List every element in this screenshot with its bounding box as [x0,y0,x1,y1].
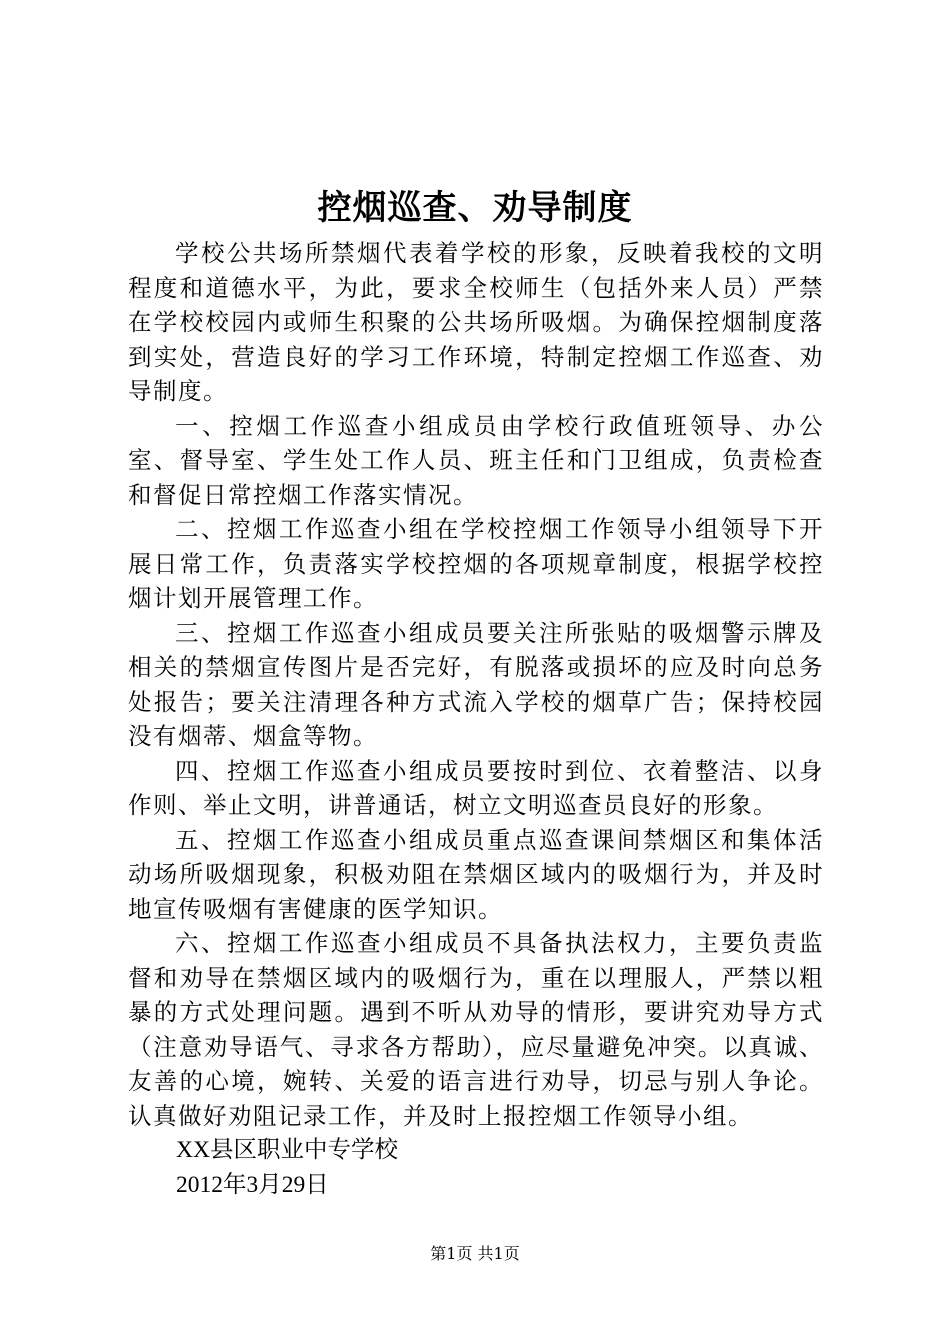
paragraph-item-2: 二、控烟工作巡查小组在学校控烟工作领导小组领导下开展日常工作，负责落实学校控烟的各项规章制度，根据学校控烟计划开展管理工作。 [128,515,824,612]
paragraph-item-4: 四、控烟工作巡查小组成员要按时到位、衣着整洁、以身作则、举止文明，讲普通话，树立文明巡查员良好的形象。 [128,756,824,819]
page-footer: 第1页 共1页 [430,1244,520,1263]
paragraph-item-6: 六、控烟工作巡查小组成员不具备执法权力，主要负责监督和劝导在禁烟区域内的吸烟行为，重在以理服人，严禁以粗暴的方式处理问题。遇到不听从劝导的情形，要讲究劝导方式（注意劝导语气、寻求各方帮助），应尽量避免冲突。以真诚、友善的心境，婉转、关爱的语言进行劝导，切忌与别人争论。认真做好劝阻记录工作，并及时上报控烟工作领导小组。 [128,929,824,1130]
paragraph-item-5: 五、控烟工作巡查小组成员重点巡查课间禁烟区和集体活动场所吸烟现象，积极劝阻在禁烟区域内的吸烟行为，并及时地宣传吸烟有害健康的医学知识。 [128,825,824,923]
paragraph-intro: 学校公共场所禁烟代表着学校的形象，反映着我校的文明程度和道德水平，为此，要求全校师生（包括外来人员）严禁在学校校园内或师生积聚的公共场所吸烟。为确保控烟制度落到实处，营造良好的学习工作环境，特制定控烟工作巡查、劝导制度。 [128,239,824,405]
signature-date: 2012年3月29日 [176,1171,329,1198]
paragraph-item-1: 一、控烟工作巡查小组成员由学校行政值班领导、办公室、督导室、学生处工作人员、班主任和门卫组成，负责检查和督促日常控烟工作落实情况。 [128,411,824,509]
document-title: 控烟巡查、劝导制度 [317,188,633,228]
document-body [128,236,824,1202]
signature-organization: XX县区职业中专学校 [176,1137,398,1163]
paragraph-item-3: 三、控烟工作巡查小组成员要关注所张贴的吸烟警示牌及相关的禁烟宣传图片是否完好，有脱落或损坏的应及时向总务处报告；要关注清理各种方式流入学校的烟草广告；保持校园没有烟蒂、烟盒等物。 [128,618,824,750]
